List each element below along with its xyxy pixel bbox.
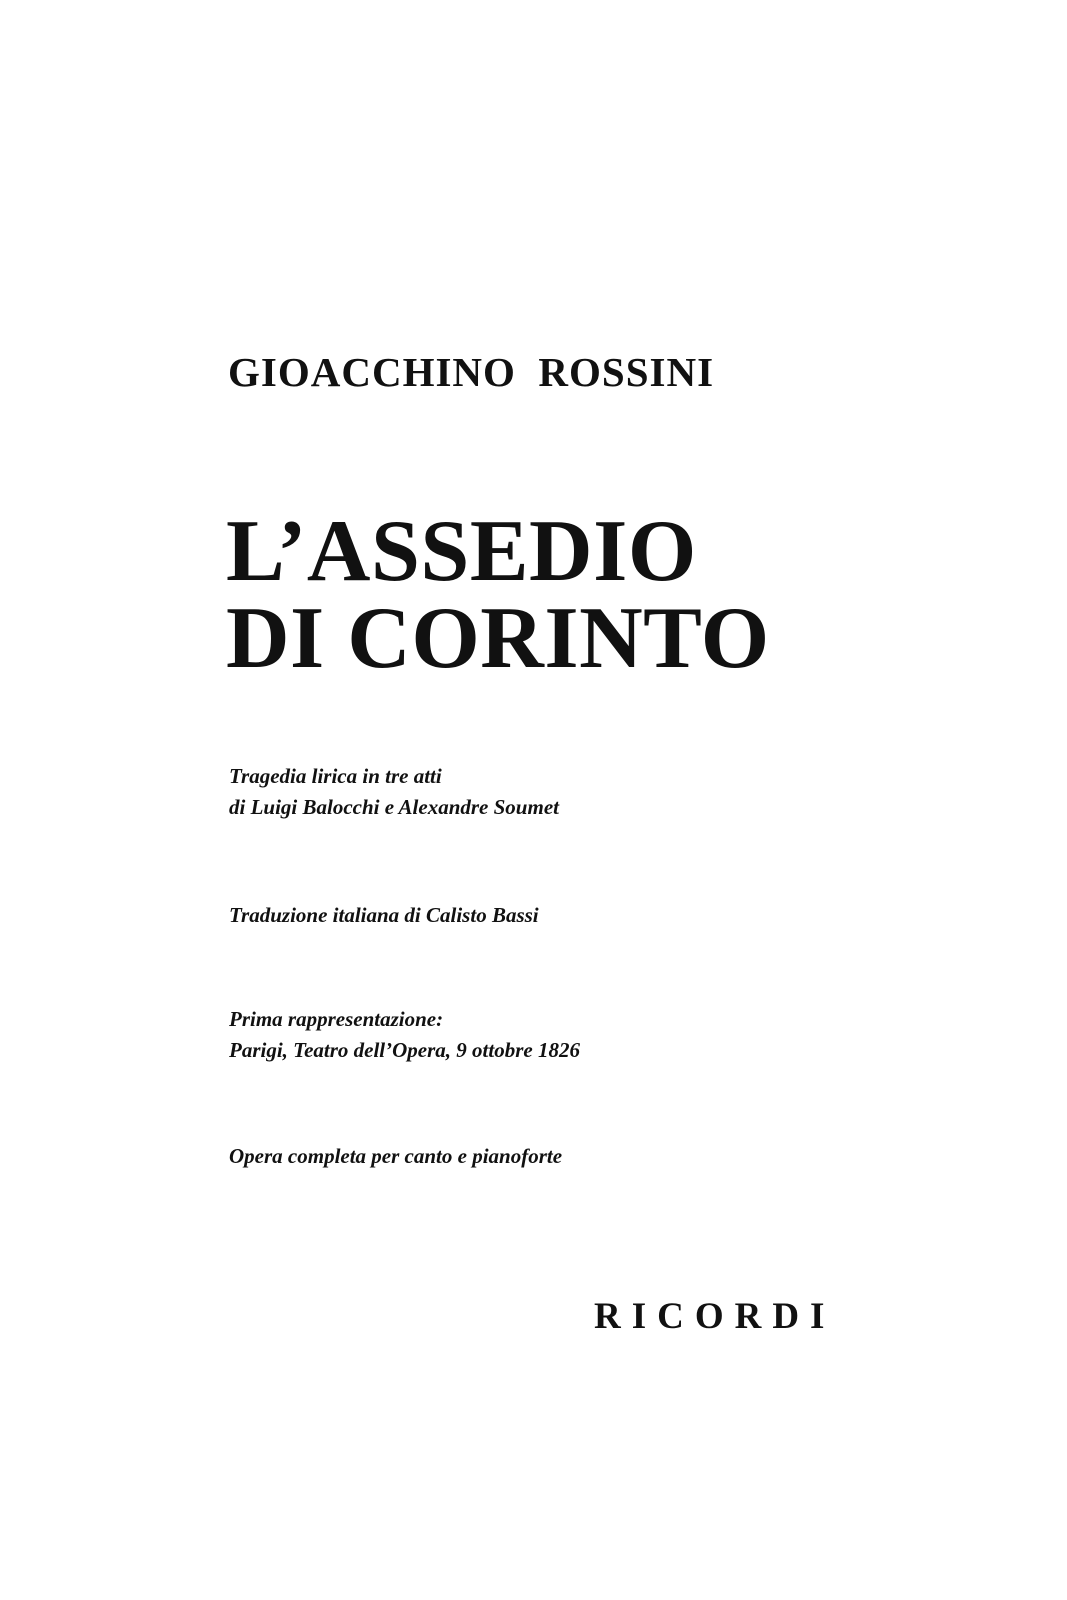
composer-name: GIOACCHINO ROSSINI	[228, 349, 715, 395]
premiere-block	[229, 1004, 580, 1066]
publisher-name: RICORDI	[594, 1296, 836, 1337]
premiere-details: Parigi, Teatro dell’Opera, 9 ottobre 1826	[229, 1038, 580, 1062]
subtitle-block	[229, 761, 559, 823]
opera-title-line-1: L’ASSEDIO	[226, 503, 697, 600]
premiere-label: Prima rappresentazione:	[229, 1007, 444, 1031]
opera-title	[226, 503, 770, 687]
subtitle-line-2: di Luigi Balocchi e Alexandre Soumet	[229, 795, 559, 819]
translation-credit: Traduzione italiana di Calisto Bassi	[229, 903, 539, 927]
opera-title-line-2: DI CORINTO	[226, 590, 770, 687]
subtitle-line-1: Tragedia lirica in tre atti	[229, 764, 442, 788]
edition-note: Opera completa per canto e pianoforte	[229, 1144, 563, 1168]
